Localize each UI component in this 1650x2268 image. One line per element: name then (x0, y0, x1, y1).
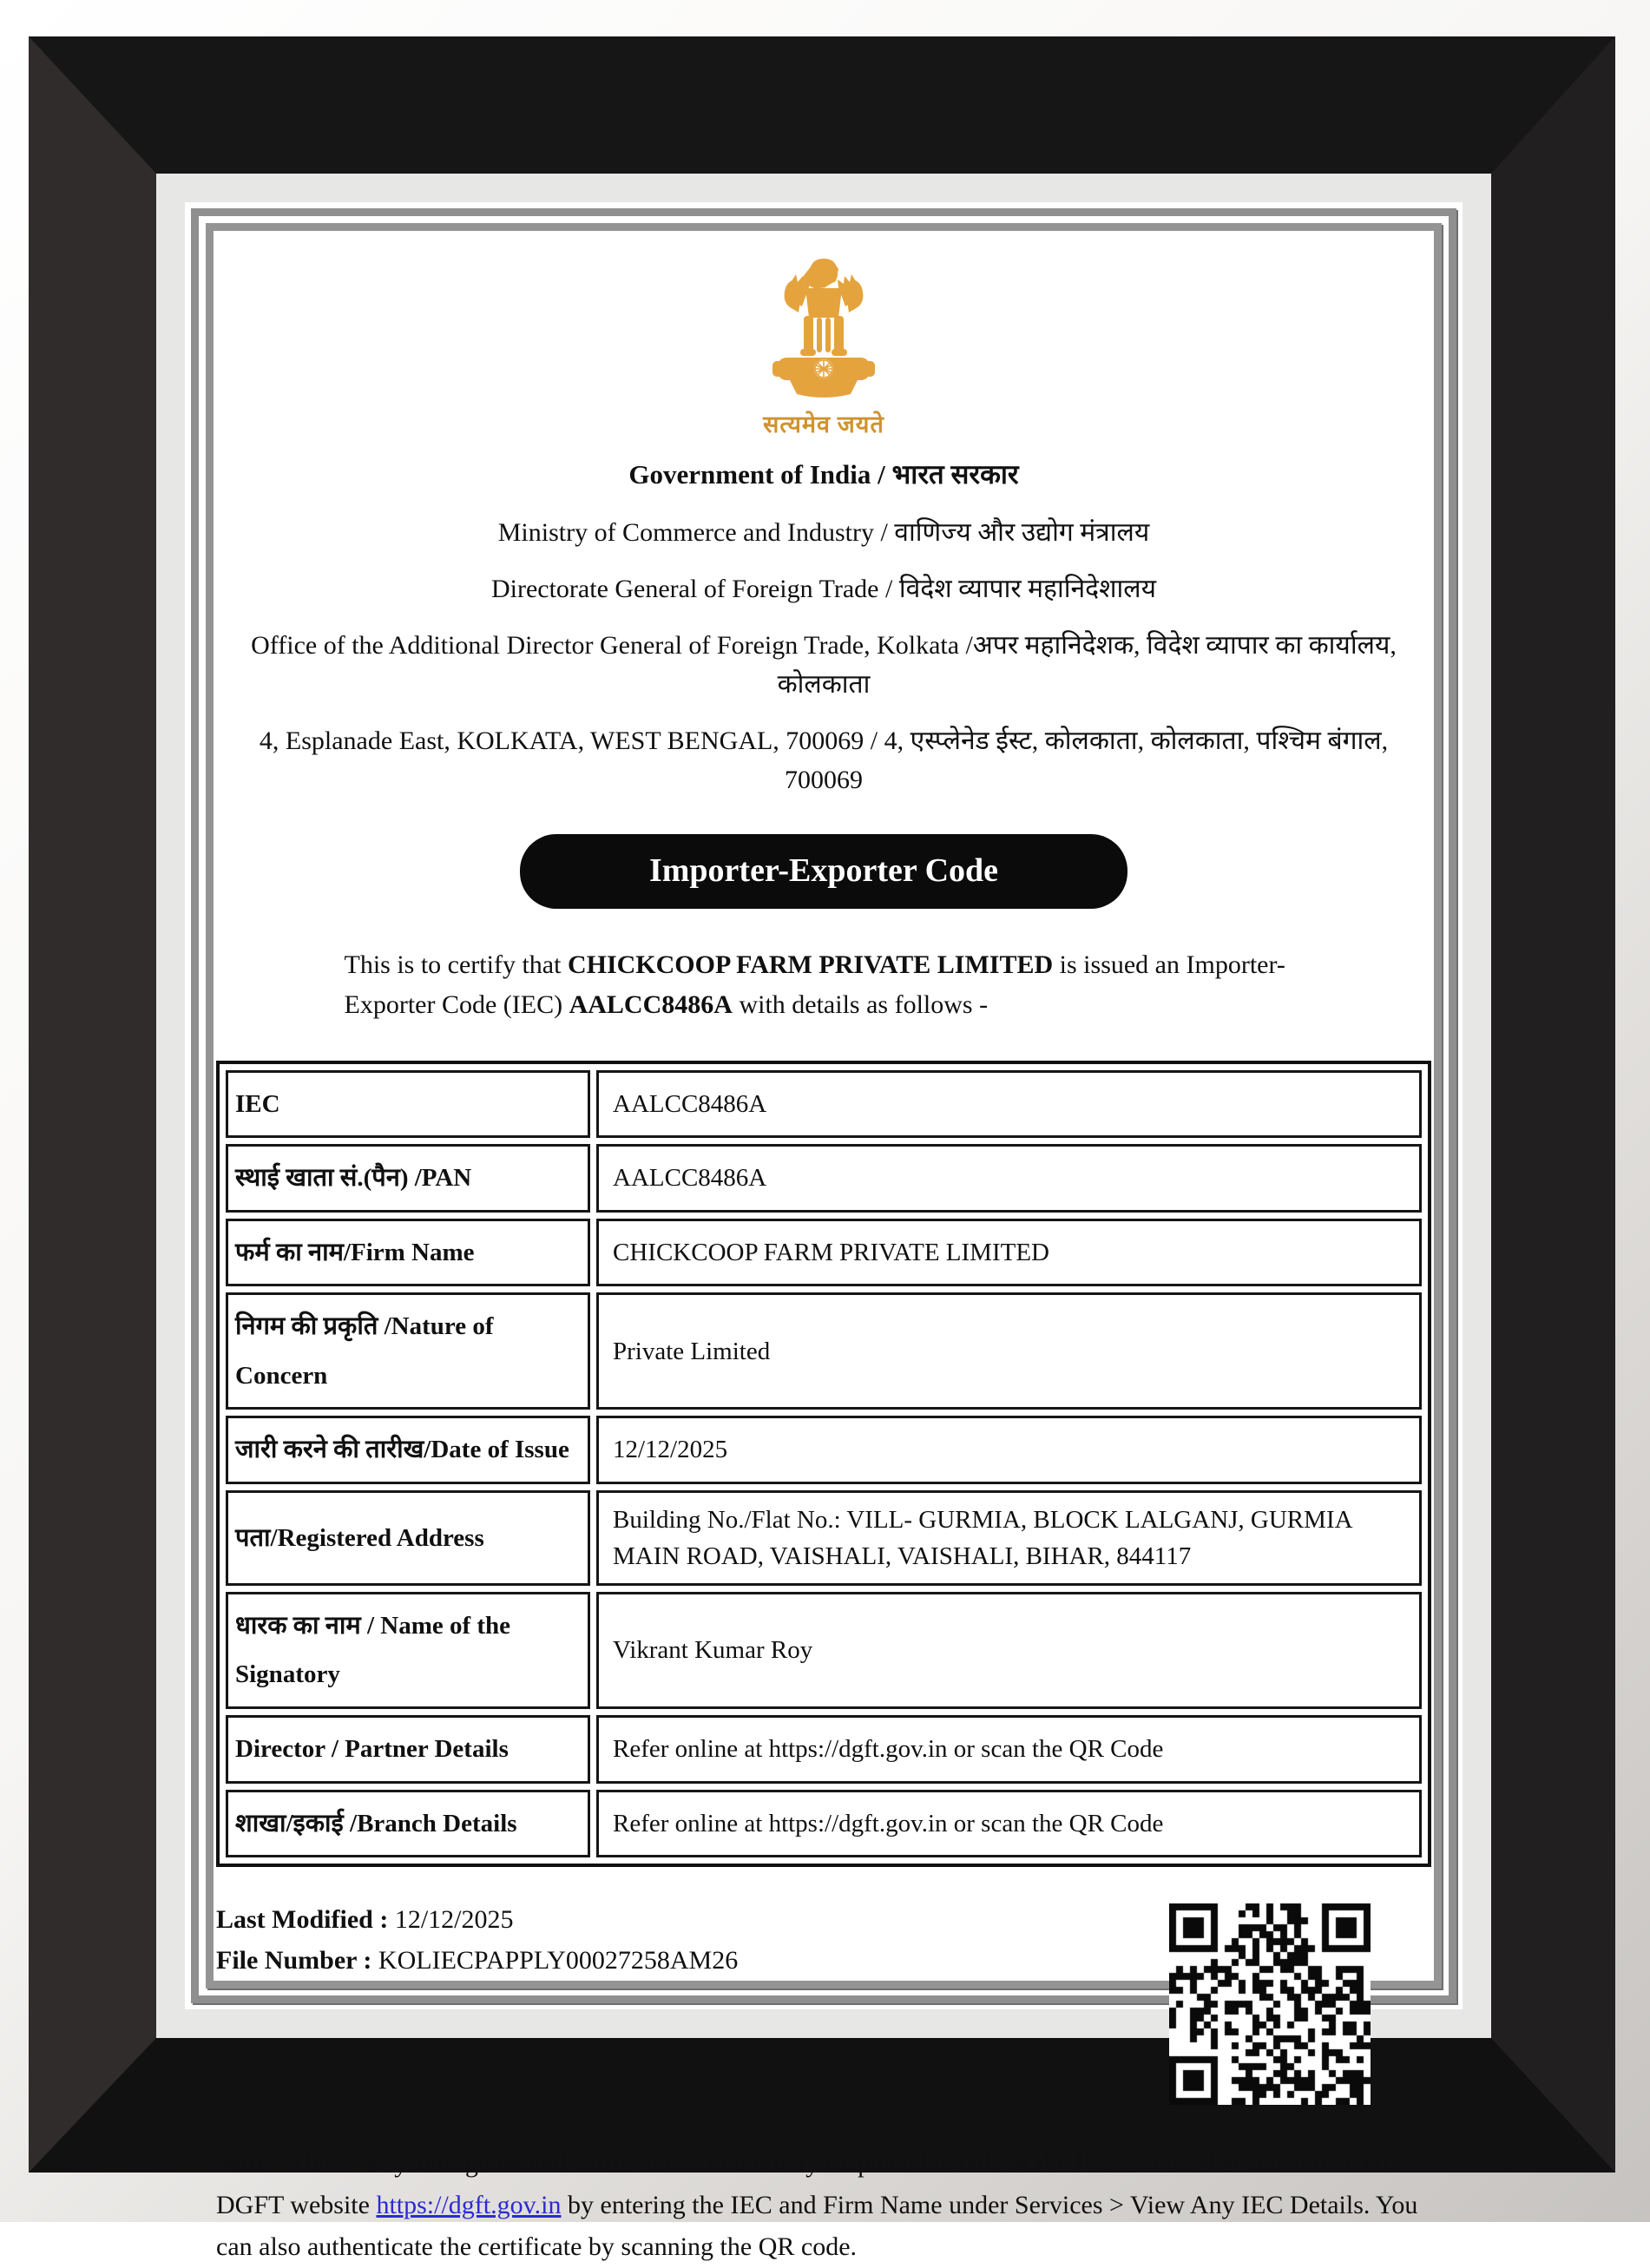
iec-code: AALCC8486A (569, 990, 733, 1019)
dgft-website-link[interactable]: https://dgft.gov.in (376, 2191, 562, 2220)
row-value: CHICKCOOP FARM PRIVATE LIMITED (596, 1219, 1422, 1287)
row-label: पता/Registered Address (226, 1490, 590, 1586)
table-row (226, 1490, 1422, 1586)
row-value: Building No./Flat No.: VILL- GURMIA, BLOCK LALGANJ, GURMIA MAIN ROAD, VAISHALI, VAISHALI, BIHAR, 844117 (596, 1490, 1422, 1586)
table-row (226, 1144, 1422, 1213)
row-label: शाखा/इकाई /Branch Details (226, 1790, 590, 1858)
iec-details-table (216, 1061, 1431, 1868)
row-value: 12/12/2025 (596, 1416, 1422, 1484)
row-value: Refer online at https://dgft.gov.in or scan the QR Code (596, 1790, 1422, 1858)
ashoka-lion-capital-icon (771, 255, 877, 401)
dgft-line: Directorate General of Foreign Trade / विदेश व्यापार महानिदेशालय (490, 574, 1157, 603)
row-label: जारी करने की तारीख/Date of Issue (226, 1416, 590, 1484)
row-value: Vikrant Kumar Roy (596, 1592, 1422, 1709)
row-value: Private Limited (596, 1292, 1422, 1410)
certify-suffix: with details as follows - (732, 990, 989, 1019)
qr-code-icon (1169, 1903, 1371, 2105)
table-row (226, 1715, 1422, 1784)
ministry-line: Ministry of Commerce and Industry / वाणिज्य और उद्योग मंत्रालय (497, 517, 1150, 547)
row-label: फर्म का नाम/Firm Name (226, 1219, 590, 1287)
certify-middle: is issued an Importer-Exporter Code (IEC) (344, 950, 1285, 1019)
frame-mat (156, 174, 1491, 2262)
inner-border-rule (206, 223, 1442, 2262)
table-row (226, 1416, 1422, 1484)
emblem-motto: सत्यमेव जयते (763, 411, 884, 437)
row-label: Director / Partner Details (226, 1715, 590, 1784)
row-label: धारक का नाम / Name of the Signatory (226, 1592, 590, 1709)
certify-prefix: This is to certify that (344, 950, 568, 979)
certify-paragraph (345, 945, 1304, 1026)
footer-block (216, 1900, 1431, 2105)
note-paragraph (216, 2143, 1431, 2268)
last-modified-value: 12/12/2025 (394, 1905, 514, 1935)
note-label: Note : (216, 2149, 284, 2179)
certificate-paper (214, 231, 1434, 2262)
row-value: AALCC8486A (596, 1070, 1422, 1139)
table-row (226, 1070, 1422, 1139)
national-emblem (214, 255, 1434, 439)
government-line: Government of India / भारत सरकार (628, 459, 1019, 490)
footer-meta (216, 1900, 738, 1981)
note-before-link: This is a system-generated certificate. Authenticity / Updated details of the IEC can be checked at official DGFT website (216, 2149, 1389, 2220)
firm-name: CHICKCOOP FARM PRIVATE LIMITED (567, 950, 1054, 979)
table-row (226, 1292, 1422, 1410)
last-modified-label: Last Modified : (216, 1905, 395, 1935)
file-number-label: File Number : (216, 1945, 378, 1975)
row-label: निगम की प्रकृति /Nature of Concern (226, 1292, 590, 1410)
outer-border-rule (191, 208, 1456, 2262)
table-row (226, 1790, 1422, 1858)
table-row (226, 1592, 1422, 1709)
last-modified-line (216, 1900, 738, 1941)
file-number-value: KOLIECPAPPLY00027258AM26 (378, 1945, 739, 1975)
row-value: AALCC8486A (596, 1144, 1422, 1213)
certificate-title-pill: Importer-Exporter Code (520, 834, 1127, 909)
office-line: Office of the Additional Director General of Foreign Trade, Kolkata /अपर महानिदेशक, विदेश व्यापार का कार्यालय, कोलकाता (251, 630, 1397, 699)
file-number-line (216, 1941, 738, 1982)
row-value: Refer online at https://dgft.gov.in or scan the QR Code (596, 1715, 1422, 1784)
note-after-link: by entering the IEC and Firm Name under Services > View Any IEC Details. You can also authenticate the certificate by scanning the QR code. (216, 2191, 1418, 2262)
office-address-line: 4, Esplanade East, KOLKATA, WEST BENGAL, 700069 / 4, एस्प्लेनेड ईस्ट, कोलकाता, कोलकाता, पश्चिम बंगाल, 700069 (259, 726, 1389, 794)
row-label: IEC (226, 1070, 590, 1139)
row-label: स्थाई खाता सं.(पैन) /PAN (226, 1144, 590, 1213)
table-row (226, 1219, 1422, 1287)
picture-frame (29, 36, 1615, 2262)
